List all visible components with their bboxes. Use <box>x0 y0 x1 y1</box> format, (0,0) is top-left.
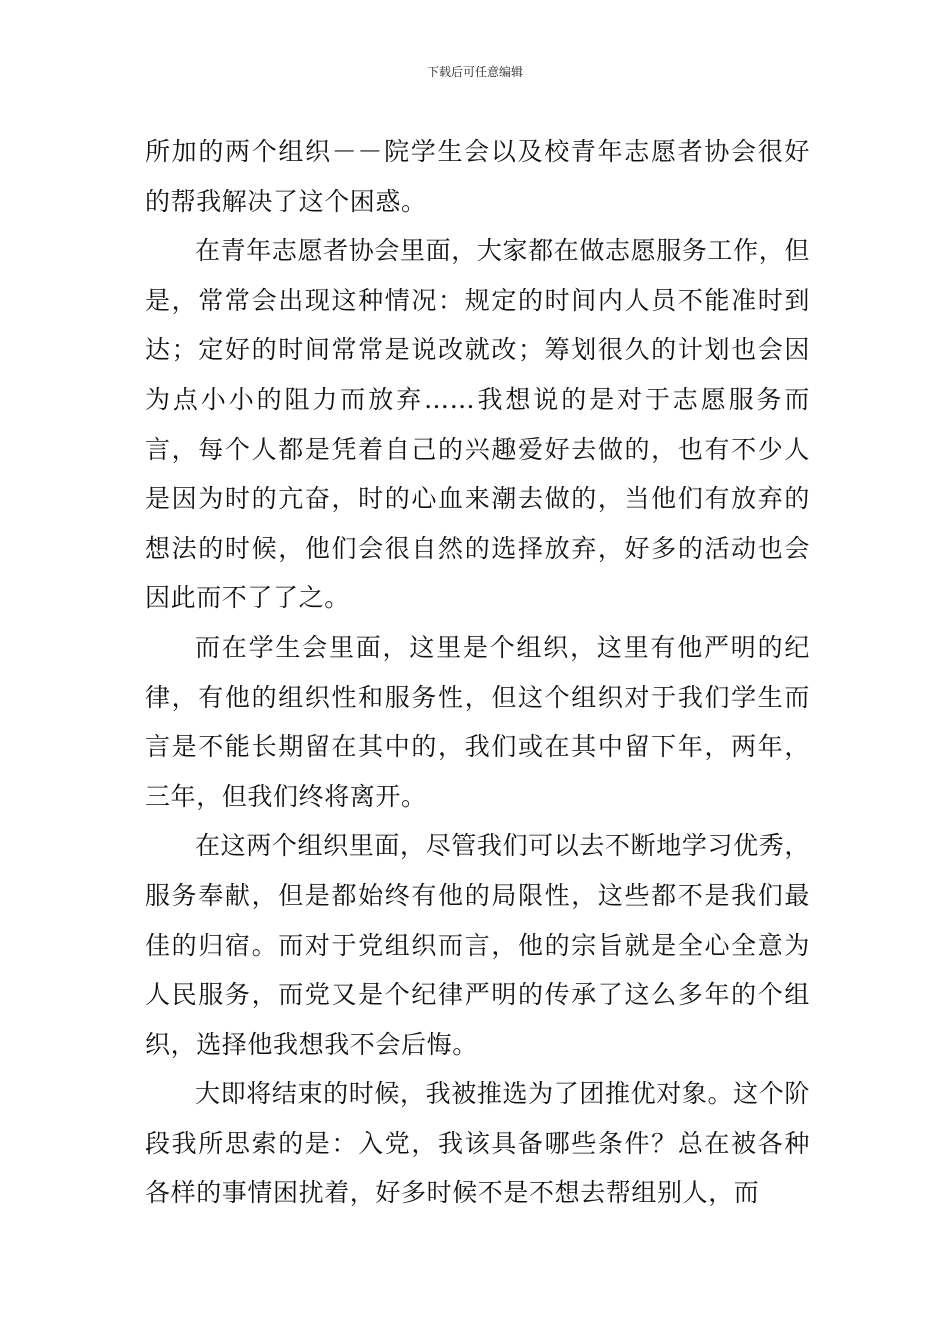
paragraph-1: 所加的两个组织－－院学生会以及校青年志愿者协会很好的帮我解决了这个困惑。 <box>145 137 810 216</box>
paragraph-5: 大即将结束的时候，我被推选为了团推优对象。这个阶段我所思索的是：入党，我该具备哪些条件？总在被各种各样的事情困扰着，好多时候不是不想去帮组别人，而 <box>145 1079 810 1208</box>
paragraph-4: 在这两个组织里面，尽管我们可以去不断地学习优秀，服务奉献，但是都始终有他的局限性，这些都不是我们最佳的归宿。而对于党组织而言，他的宗旨就是全心全意为人民服务，而党又是个纪律严明的传承了这么多年的个组织，选择他我想我不会后悔。 <box>145 831 810 1059</box>
paragraph-3: 而在学生会里面，这里是个组织，这里有他严明的纪律，有他的组织性和服务性，但这个组织对于我们学生而言是不能长期留在其中的，我们或在其中留下年，两年，三年，但我们终将离开。 <box>145 632 810 811</box>
document-body <box>145 127 810 1218</box>
page-header: 下载后可任意编辑 <box>426 65 523 79</box>
paragraph-2: 在青年志愿者协会里面，大家都在做志愿服务工作，但是，常常会出现这种情况：规定的时间内人员不能准时到达；定好的时间常常是说改就改；筹划很久的计划也会因为点小小的阻力而放弃……我想说的是对于志愿服务而言，每个人都是凭着自己的兴趣爱好去做的，也有不少人是因为时的亢奋，时的心血来潮去做的，当他们有放弃的想法的时候，他们会很自然的选择放弃，好多的活动也会因此而不了了之。 <box>145 236 810 613</box>
